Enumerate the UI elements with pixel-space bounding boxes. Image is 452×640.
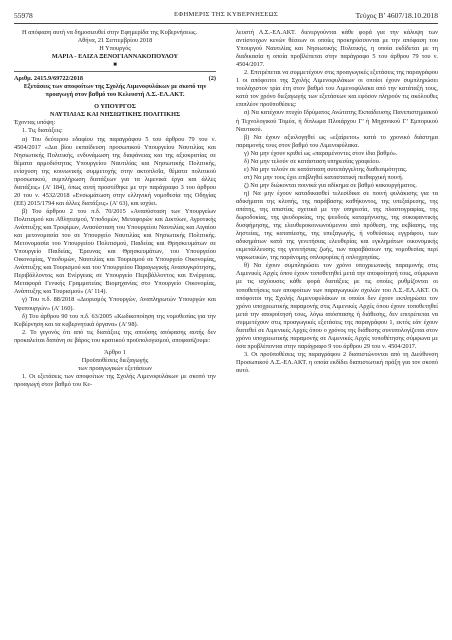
condition-d: δ) Να μην τελούν σε κατάσταση υπηρεσίας γραφείου. (244, 157, 381, 165)
having-regard: Έχοντας υπόψη: (14, 119, 56, 127)
section-separator: ■ (113, 62, 117, 69)
page-header (14, 9, 438, 24)
right-paragraph-2: 2. Επιτρέπεται να συμμετέχουν στις προαγωγικές εξετάσεις της παραγράφου 1 οι απόφοιτοι της Σχολής Λιμενοφυλάκων οι οποίοι έχουν συμπληρώσει τουλάχιστον τρία έτη στον βαθμό του Λιμενοφύλακα από την κατάταξή τους, κατά τον χρόνο διεξαγωγής των εξετάσεων και εφόσον πληρούν τις ακόλουθες επιπλέον προϋποθέσεις: (236, 69, 438, 109)
signer-title: Η Υπουργός (99, 45, 131, 53)
authority-line-2: ΝΑΥΤΙΛΙΑΣ ΚΑΙ ΝΗΣΙΩΤΙΚΗΣ ΠΟΛΙΤΙΚΗΣ (49, 111, 181, 119)
paragraph-a: α) Του δεύτερου εδαφίου της παραγράφου 5 του άρθρου 79 του ν. 4504/2017 «Δια βίου εκπαίδευση προσωπικού Υπουργείου Ναυτιλίας και Νησιωτικής Πολιτικής, ενδυνάμωση της διαφάνειας και της αξιοκρατίας σε θέματα αρμοδιότητας Υπουργείου Ναυτιλίας και Νησιωτικής Πολιτικής, ενίσχυση της κοινωνικής συμμετοχής στην ακτοπλοΐα, θέματα πολιτικού προσωπικού, συμπλήρωση διατάξεων για τα λιμενικά έργα και άλλες διατάξεις» (Α’ 184), όπως αυτή προστέθηκε με την παράγραφο 3 του άρθρου 20 του ν. 4532/2018 «Ενσωμάτωση στην ελληνική νομοθεσία της Οδηγίας (ΕΕ) 2015/1794 και άλλες διατάξεις» (Α’ 63), και ισχύει. (14, 135, 216, 207)
place-date: Αθήνα, 21 Σεπτεμβρίου 2018 (77, 37, 153, 45)
paragraph-d: δ) Του άρθρου 90 του π.δ. 63/2005 «Κωδικοποίηση της νομοθεσίας για την Κυβέρνηση και τα κυβερνητικά όργανα» (Α’ 98). (14, 312, 216, 328)
right-paragraph-3: 3. Οι προϋποθέσεις της παραγράφου 2 διαπιστώνονται από τη Διεύθυνση Προσωπικού Λ.Σ.-ΕΛ.ΑΚΤ. η οποία εκδίδει διαπιστωτική πράξη για τον σκοπό αυτό. (236, 350, 438, 374)
condition-c: γ) Να μην έχουν κριθεί ως «παραμένοντες στον ίδιο βαθμό». (244, 149, 398, 157)
condition-a: α) Να κατέχουν πτυχίο Ιδρύματος Ανώτατης Εκπαίδευσης Πανεπιστημιακού ή Τεχνολογικού Τομέα, ή δίπλωμα Πλοιάρχου Γ’ ή Μηχανικού Γ’ Εμπορικού Ναυτικού. (236, 109, 438, 133)
condition-f: στ) Να μην τους έχει επιβληθεί καταστατική πειθαρχική ποινή. (244, 173, 404, 181)
paragraph-2: 2. Το γεγονός ότι από τις διατάξεις της απούσης απόφασης αυτής δεν προκαλείται δαπάνη σε βάρος του κρατικού προϋπολογισμού, αποφασίζουμε: (14, 328, 216, 344)
decision-header (14, 71, 216, 83)
paragraph-c: γ) Του π.δ. 88/2018 «Διορισμός Υπουργών, Αναπληρωτών Υπουργών και Υφυπουργών» (Α’ 160). (14, 296, 216, 312)
authority-line-1: Ο ΥΠΟΥΡΓΟΣ (94, 103, 136, 111)
decision-title: Εξετάσεις των αποφοίτων της Σχολής Λιμενοφυλάκων με σκοπό την προαγωγή στον βαθμό του Κελευστή Λ.Σ.-ΕΛ.ΑΚΤ. (23, 83, 207, 99)
gazette-title: ΕΦΗΜΕΡΙΣ ΤΗΣ ΚΥΒΕΡΝΗΣΕΩΣ (174, 11, 278, 18)
right-paragraph-1: λευστή Λ.Σ.-ΕΛ.ΑΚΤ. διενεργούνται κάθε φορά για την κάλυψη των αντίστοιχων κενών θέσεων οι οποίες προκηρύσσονται με την απόφαση του Υπουργού Ναυτιλίας και Νησιωτικής Πολιτικής, η οποία εκδίδεται με τη διαδικασία η οποία προβλέπεται στην παράγραφο 5 του άρθρου 79 του ν. 4504/2017. (236, 29, 438, 69)
condition-i: θ) Να έχουν συμπληρώσει τον χρόνο υποχρεωτικής παραμονής στις Λιμενικές Αρχές όπου έχουν τοποθετηθεί μετά την αποφοίτησή τους, σύμφωνα με τις ισχύουσες κάθε φορά διατάξεις με τις οποίες ρυθμίζονται οι τοποθετήσεις των αποφοίτων των παραγωγικών σχολών του Λ.Σ.-ΕΛ.ΑΚΤ. Οι απόφοιτοι της Σχολής Λιμενοφυλάκων οι οποίοι δεν έχουν εκπληρώσει τον χρόνο υποχρεωτικής παραμονής στις Λιμενικές Αρχές όπου έχουν τοποθετηθεί μετά την αποφοίτησή τους, λόγω απόσπασης ή διάθεσης, δεν επιτρέπεται να συμμετέχουν στις προαγωγικές εξετάσεις της παραγράφου 1, εκτός εάν έχουν διατεθεί σε Λιμενικές Αρχές όπου ο χρόνος της διάθεσης συνυπολογίζεται στον χρόνο υποχρεωτικής παραμονής σε Λιμενικές Αρχές τοποθέτησης σύμφωνα με όσα προβλέπονται στην παράγραφο 9 του άρθρου 29 του ν. 4504/2017. (236, 262, 438, 350)
decision-seq: (2) (208, 75, 216, 83)
left-column (14, 29, 216, 389)
publication-clause: Η απόφαση αυτή να δημοσιευθεί στην Εφημερίδα της Κυβερνήσεως. (22, 29, 198, 36)
condition-b: β) Να έχουν αξιολογηθεί ως «εξαίρετοι» κατά το χρονικό διάστημα παραμονής τους στον βαθμό του Λιμενοφύλακα. (236, 133, 438, 149)
article-paragraph-1: 1. Οι εξετάσεις των αποφοίτων της Σχολής Λιμενοφυλάκων με σκοπό την προαγωγή στον βαθμό του Κε- (14, 372, 216, 388)
page-number: 55978 (14, 11, 33, 20)
signer-name: ΜΑΡΙΑ - ΕΛΙΖΑ ΞΕΝΟΓΙΑΝΝΑΚΟΠΟΥΛΟΥ (51, 53, 179, 61)
issue-number: Τεύχος Β’ 4607/18.10.2018 (355, 11, 438, 20)
paragraph-b: β) Του άρθρου 2 του π.δ. 70/2015 «Ανασύσταση των Υπουργείων Πολιτισμού και Αθλητισμού, Υποδομών, Μεταφορών και Δικτύων, Αγροτικής Ανάπτυξης και Τροφίμων, Ανασύσταση του Υπουργείου Ναυτιλίας και Αιγαίου και μετονομασία του σε Υπουργείο Ναυτιλίας και Νησιωτικής Πολιτικής. Μετονομασία του Υπουργείου Πολιτισμού, Παιδείας και Θρησκευμάτων σε Υπουργείο Παιδείας, Έρευνας και Θρησκευμάτων, του Υπουργείου Οικονομίας, Υποδομών, Ναυτιλίας και Τουρισμού σε Υπουργείο Οικονομίας, Ανάπτυξης και Τουρισμού και του Υπουργείου Παραγωγικής Ανασυγκρότησης, Περιβάλλοντος και Ενέργειας σε Υπουργείο Περιβάλλοντος και Ενέργειας. Μεταφορά Γενικής Γραμματείας Βιομηχανίας στο Υπουργείο Οικονομίας, Ανάπτυξης και Τουρισμού» (Α’ 114). (14, 207, 216, 296)
decision-number: Αριθμ. 2415.9/69722/2018 (14, 75, 84, 83)
condition-g: ζ) Να μην διώκονται ποινικά για αδίκημα σε βαθμό κακουργήματος. (244, 181, 417, 189)
right-column (236, 29, 438, 375)
paragraph-1: 1. Τις διατάξεις: (22, 127, 63, 135)
condition-h: η) Να μην έχουν καταδικασθεί τελεσίδικα σε ποινή φυλάκισης για τα αδικήματα της κλοπής, της παράβασης καθήκοντος, της υπεξαίρεσης, της απάτης, της απιστίας σχετικά με την υπηρεσία, της πλαστογραφίας, της δωροδοκίας, της ψευδορκίας, της ψευδούς καταμήνυσης, της συκοφαντικής δυσφήμησης, της ελευθεροκοινωνούμενου από πρόθεση, της εκβίασης, της ληστείας, της καταπίεσης, της υπεξαγωγής, ή νοθεύσεως εγγράφου, των αδικημάτων κατά της γενετήσιας ελευθερίας και εγκλημάτων οικονομικής εκμετάλλευσης της γενετήσιας ζωής, των παραβάσεων της νομοθεσίας περί ναρκωτικών, της παράνομης οπλοφορίας ή οπλοχρησίας. (236, 189, 438, 262)
condition-e: ε) Να μην τελούν σε κατάσταση αυτεπάγγελτης διαθεσιμότητας. (244, 165, 408, 173)
article-subtitle: των προαγωγικών εξετάσεων (78, 364, 152, 372)
article-title: Προϋποθέσεις διεξαγωγής (81, 356, 149, 364)
article-heading: Άρθρο 1 (104, 348, 126, 356)
